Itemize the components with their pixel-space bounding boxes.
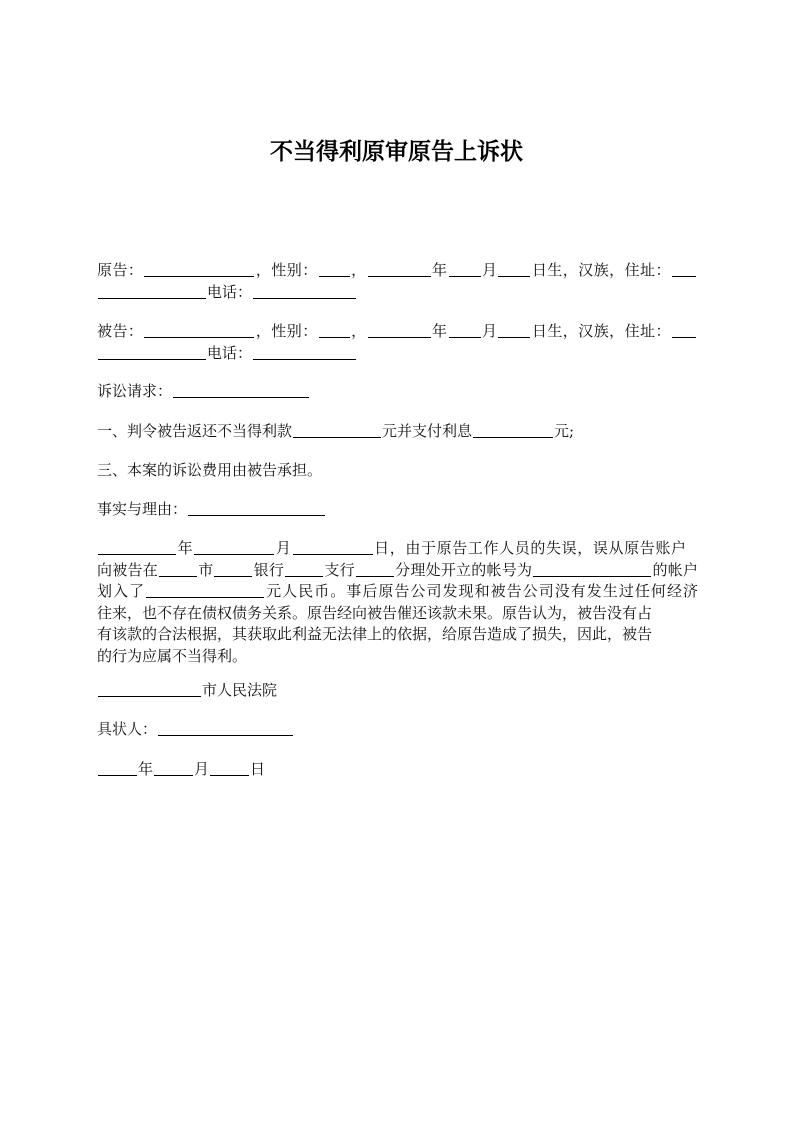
separator-comma: ， (350, 261, 367, 279)
month-label: 月 (481, 261, 498, 279)
plaintiff-info (97, 260, 698, 303)
facts-label-line (97, 499, 698, 521)
year-label: 年 (431, 261, 448, 279)
plaintiff-birth-day-blank (498, 263, 530, 277)
facts-heading (97, 499, 698, 521)
plaintiff-name-blank (144, 263, 254, 277)
defendant-label: 被告： (97, 322, 144, 340)
facts-line-5: 有该款的合法根据，其获取此利益无法律上的依据，给原告造成了损失，因此，被告 (97, 625, 653, 643)
transfer-day-blank (293, 541, 373, 555)
facts-line-1-text: 日，由于原告工作人员的失误，误从原告账户 (373, 539, 686, 557)
claim-3 (97, 460, 698, 482)
defendant-birth-day-blank (498, 324, 530, 338)
claim-1-text: 一、判令被告返还不当得利款 (97, 422, 293, 440)
defendant-phone-blank (253, 346, 356, 360)
plaintiff-line-2 (97, 282, 698, 304)
gender-label: ，性别： (255, 322, 318, 340)
court-suffix: 市人民法院 (202, 681, 278, 699)
date-section (97, 759, 698, 781)
claim-1 (97, 421, 698, 443)
claim-1-interest-text: 元并支付利息 (382, 422, 473, 440)
signer-line (97, 719, 698, 741)
court-line (97, 680, 698, 702)
separator-comma: ， (350, 322, 367, 340)
plaintiff-address-blank (672, 263, 696, 277)
birth-ethnicity-address-label: 日生，汉族，住址： (531, 322, 671, 340)
month-label: 月 (481, 322, 498, 340)
court-city-blank (98, 683, 201, 697)
defendant-address-blank (672, 324, 696, 338)
plaintiff-phone-blank (253, 285, 356, 299)
date-month-blank (154, 762, 193, 776)
document-title: 不当得利原审原告上诉状 (270, 139, 523, 165)
plaintiff-birth-year-blank (368, 263, 431, 277)
defendant-birth-month-blank (449, 324, 481, 338)
claim-3-text: 三、本案的诉讼费用由被告承担。 (97, 461, 323, 479)
claims-line (97, 381, 698, 403)
phone-label: 电话： (207, 343, 253, 362)
facts-label: 事实与理由： (97, 500, 188, 518)
year-label: 年 (177, 539, 194, 557)
plaintiff-birth-month-blank (449, 263, 481, 277)
interest-blank (473, 424, 553, 438)
defendant-info (97, 321, 698, 364)
facts-line-2-text-a: 向被告在 (97, 560, 158, 579)
court-section (97, 680, 698, 702)
facts-blank (188, 502, 325, 516)
defendant-line-1 (97, 321, 697, 343)
claim-1-end-text: 元; (554, 422, 575, 440)
facts-line-3-text-b: 元人民币。事后原告公司发现和被告公司没有发生过任何经济 (265, 582, 698, 600)
gender-label: ，性别： (255, 261, 318, 279)
facts-paragraph (97, 538, 698, 667)
city-label: 市 (197, 560, 214, 579)
date-line (97, 759, 698, 781)
year-label: 年 (431, 322, 448, 340)
signer-blank (158, 722, 293, 736)
facts-line-3 (97, 581, 698, 603)
facts-line-1 (97, 538, 686, 560)
account-number-blank (533, 563, 651, 577)
date-year-blank (98, 762, 137, 776)
transfer-amount-blank (146, 584, 264, 598)
amount-blank (293, 424, 381, 438)
facts-line-3-text-a: 划入了 (97, 582, 146, 600)
claim-1-line (97, 421, 698, 443)
defendant-name-blank (144, 324, 254, 338)
defendant-birth-year-blank (368, 324, 431, 338)
claims-blank (173, 384, 309, 398)
account-label: 分理处开立的帐号为 (394, 560, 533, 579)
facts-line-4: 往来，也不存在债权债务关系。原告经向被告催还该款未果。原告认为，被告没有占 (97, 603, 653, 622)
transfer-year-blank (98, 541, 176, 555)
facts-line-2 (97, 560, 698, 582)
sub-branch-blank (356, 563, 394, 577)
defendant-gender-blank (319, 324, 350, 338)
defendant-line-2 (97, 343, 698, 365)
plaintiff-line-1 (97, 260, 697, 282)
facts-line-6: 的行为应属不当得利。 (97, 646, 248, 665)
date-day-label: 日 (250, 760, 266, 778)
transfer-month-blank (194, 541, 274, 555)
branch-blank (285, 563, 323, 577)
plaintiff-address-continued-blank (98, 285, 206, 299)
plaintiff-label: 原告： (97, 261, 144, 279)
date-month-label: 月 (194, 760, 210, 778)
bank-blank (214, 563, 252, 577)
phone-label: 电话： (207, 282, 253, 301)
claims-section (97, 381, 698, 403)
signer-section (97, 719, 698, 741)
defendant-address-continued-blank (98, 346, 206, 360)
month-label: 月 (275, 539, 292, 557)
plaintiff-gender-blank (319, 263, 350, 277)
claims-label: 诉讼请求： (97, 382, 173, 400)
city-blank (159, 563, 197, 577)
signer-label: 具状人： (97, 720, 158, 738)
date-day-blank (210, 762, 249, 776)
date-year-label: 年 (138, 760, 154, 778)
birth-ethnicity-address-label: 日生，汉族，住址： (531, 261, 671, 279)
branch-label: 支行 (324, 560, 355, 579)
bank-label: 银行 (253, 560, 285, 579)
account-suffix: 的帐户 (652, 560, 698, 579)
